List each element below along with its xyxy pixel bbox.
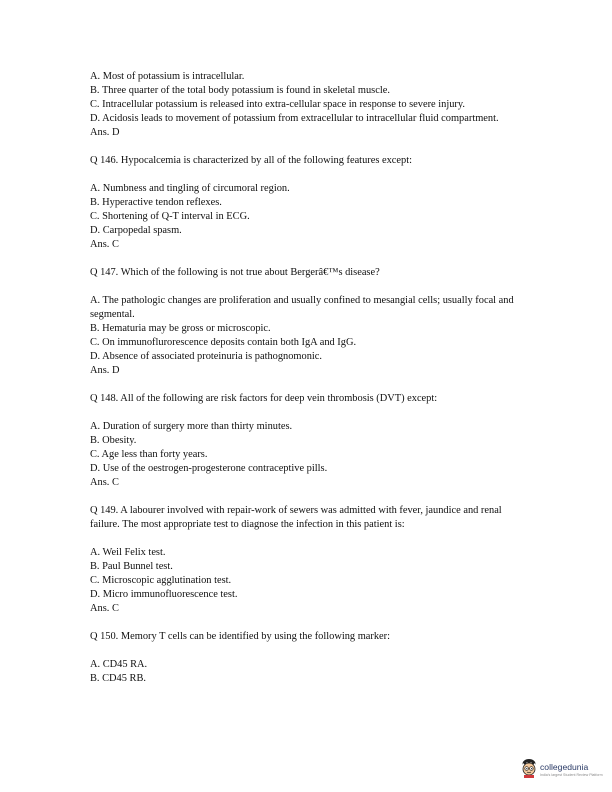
answer-line: Ans. C [90,477,119,488]
question-text: Q 149. A labourer involved with repair-work of sewers was admitted with fever, jaundice and renal failure. The most appropriate test to diagnose the infection in this patient is: [90,505,502,530]
option-line: B. Hyperactive tendon reflexes. [90,197,222,208]
option-line: D. Use of the oestrogen-progesterone contraceptive pills. [90,463,328,474]
option-line: A. Most of potassium is intracellular. [90,71,245,82]
option-line: D. Absence of associated proteinuria is pathognomonic. [90,351,322,362]
question-text: Q 148. All of the following are risk factors for deep vein thrombosis (DVT) except: [90,393,438,404]
option-line: C. Intracellular potassium is released into extra-cellular space in response to severe injury. [90,99,465,110]
option-line: D. Acidosis leads to movement of potassium from extracellular to intracellular fluid compartment. [90,113,499,124]
option-line: B. Obesity. [90,435,137,446]
option-line: B. Paul Bunnel test. [90,561,173,572]
option-line: A. Numbness and tingling of circumoral region. [90,183,290,194]
question-block-147 [90,266,530,378]
brand-name: collegedunia [540,762,589,772]
document-body [90,70,530,700]
answer-line: Ans. C [90,239,119,250]
option-line: C. Microscopic agglutination test. [90,575,232,586]
option-line: D. Micro immunofluorescence test. [90,589,238,600]
question-text: Q 147. Which of the following is not true about Bergerâ€™s disease? [90,267,380,278]
question-block-146 [90,154,530,252]
question-text: Q 146. Hypocalcemia is characterized by all of the following features except: [90,155,412,166]
option-line: A. Weil Felix test. [90,547,166,558]
answer-line: Ans. D [90,365,120,376]
option-line: A. The pathologic changes are proliferation and usually confined to mesangial cells; usually focal and segmental. [90,295,514,320]
question-block-149 [90,504,530,616]
option-line: D. Carpopedal spasm. [90,225,182,236]
question-block-150 [90,630,530,686]
mascot-icon [520,758,538,778]
question-block-148 [90,392,530,490]
intro-block [90,70,530,140]
answer-line: Ans. C [90,603,119,614]
option-line: A. CD45 RA. [90,659,148,670]
option-line: A. Duration of surgery more than thirty minutes. [90,421,293,432]
option-line: B. Hematuria may be gross or microscopic. [90,323,271,334]
option-line: B. Three quarter of the total body potassium is found in skeletal muscle. [90,85,390,96]
option-line: B. CD45 RB. [90,673,147,684]
brand-tagline: India's largest Student Review Platform [540,773,603,777]
option-line: C. On immunoflurorescence deposits contain both IgA and IgG. [90,337,357,348]
brand-logo [520,756,612,784]
option-line: C. Age less than forty years. [90,449,208,460]
answer-line: Ans. D [90,127,120,138]
question-text: Q 150. Memory T cells can be identified by using the following marker: [90,631,391,642]
option-line: C. Shortening of Q-T interval in ECG. [90,211,250,222]
